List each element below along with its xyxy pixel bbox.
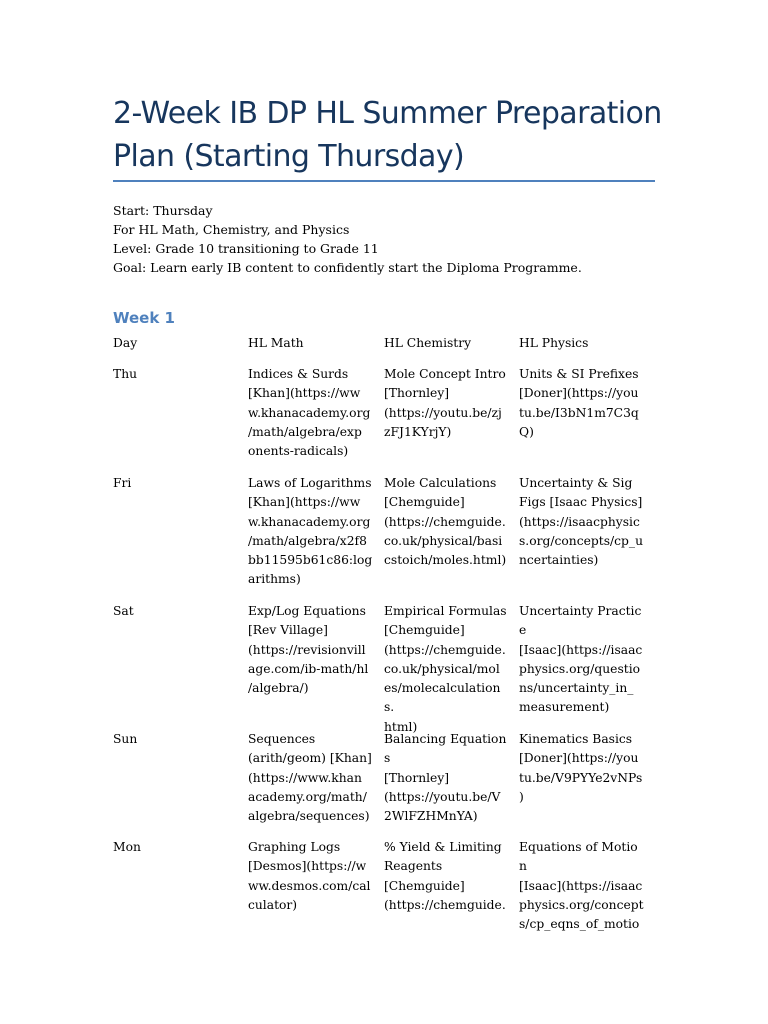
cell-line: [Isaac](https://isaac xyxy=(519,878,643,893)
cell-line: Laws of Logarithms xyxy=(248,476,372,490)
cell-line: Figs [Isaac Physics] xyxy=(519,495,643,510)
cell-line: ncertainties) xyxy=(519,553,599,568)
math-cell xyxy=(248,730,374,826)
cell-line: es/molecalculations. xyxy=(384,681,501,715)
cell-line: Q) xyxy=(519,424,534,439)
goal-line: Goal: Learn early IB content to confidently start the Diploma Programme. xyxy=(113,260,582,275)
cell-line: s/cp_eqns_of_motio xyxy=(519,917,640,932)
cell-line: [Chemguide] xyxy=(384,623,465,638)
cell-line: Mole Calculations xyxy=(384,476,497,490)
cell-line: (https://chemguide. xyxy=(384,514,506,529)
cell-line: [Chemguide] xyxy=(384,878,465,893)
cell-line: Sequences xyxy=(248,732,316,746)
cell-line: Equations of Motion xyxy=(519,840,638,874)
cell-line: [Isaac](https://isaac xyxy=(519,642,643,657)
physics-cell xyxy=(519,365,645,442)
cell-line: (https://www.khan xyxy=(248,770,362,785)
column-header: HL Physics xyxy=(519,336,589,350)
day-cell: Fri xyxy=(113,476,132,490)
day-cell: Sun xyxy=(113,732,138,746)
math-cell xyxy=(248,474,374,590)
cell-line: co.uk/physical/basi xyxy=(384,533,503,548)
cell-line: (https://youtu.be/V xyxy=(384,789,501,804)
cell-line: w.khanacademy.org xyxy=(248,514,371,529)
cell-line: [Khan](https://ww xyxy=(248,495,361,510)
cell-line: algebra/sequences) xyxy=(248,809,370,824)
cell-line: Units & SI Prefixes xyxy=(519,367,639,381)
cell-line: culator) xyxy=(248,897,298,912)
column-header: HL Chemistry xyxy=(384,336,472,350)
cell-line: [Thornley] xyxy=(384,386,450,401)
cell-line: Mole Concept Intro xyxy=(384,367,506,381)
cell-line: [Desmos](https://w xyxy=(248,859,367,874)
cell-line: (https://youtu.be/zj xyxy=(384,405,502,420)
cell-line: tu.be/V9PYYe2vNPs xyxy=(519,770,643,785)
cell-line: w.khanacademy.org xyxy=(248,405,371,420)
cell-line: Indices & Surds xyxy=(248,367,349,381)
document-title xyxy=(113,92,673,178)
chemistry-cell xyxy=(384,602,510,737)
math-cell xyxy=(248,602,374,698)
cell-line: Uncertainty Practice xyxy=(519,604,642,638)
cell-line: [Khan](https://ww xyxy=(248,386,361,401)
cell-line: 2WlFZHMnYA) xyxy=(384,809,478,824)
cell-line: bb11595b61c86:log xyxy=(248,553,373,568)
cell-line: [Chemguide] xyxy=(384,495,465,510)
column-header: Day xyxy=(113,336,138,350)
physics-cell xyxy=(519,838,645,934)
cell-line: html) xyxy=(384,719,418,734)
cell-line: tu.be/I3bN1m7C3q xyxy=(519,405,639,420)
chemistry-cell xyxy=(384,365,510,442)
cell-line: zFJ1KYrjY) xyxy=(384,424,452,439)
cell-line: age.com/ib-math/hl xyxy=(248,661,369,676)
chemistry-cell xyxy=(384,730,510,826)
cell-line: [Doner](https://you xyxy=(519,386,639,401)
subjects-line: For HL Math, Chemistry, and Physics xyxy=(113,222,350,237)
cell-line: /math/algebra/exp xyxy=(248,424,362,439)
day-cell: Sat xyxy=(113,604,134,618)
cell-line: [Rev Village] xyxy=(248,623,328,638)
cell-line: [Thornley] xyxy=(384,770,450,785)
math-cell xyxy=(248,365,374,461)
cell-line: (https://revisionvill xyxy=(248,642,366,657)
title-underline xyxy=(113,180,655,182)
cell-line: Balancing Equations xyxy=(384,732,507,766)
cell-line: (https://chemguide. xyxy=(384,642,506,657)
title-line-1: 2-Week IB DP HL Summer Preparation xyxy=(113,96,662,131)
start-line: Start: Thursday xyxy=(113,203,213,218)
cell-line: co.uk/physical/mol xyxy=(384,661,500,676)
day-cell: Thu xyxy=(113,367,138,381)
cell-line: /algebra/) xyxy=(248,681,309,696)
cell-line: ww.desmos.com/cal xyxy=(248,878,371,893)
cell-line: Uncertainty & Sig xyxy=(519,476,633,490)
physics-cell xyxy=(519,730,645,807)
cell-line: Empirical Formulas xyxy=(384,604,507,618)
cell-line: Reagents xyxy=(384,859,443,874)
cell-line: arithms) xyxy=(248,572,301,587)
math-cell xyxy=(248,838,374,915)
day-cell: Mon xyxy=(113,840,141,854)
chemistry-cell xyxy=(384,838,510,915)
week-1-heading: Week 1 xyxy=(113,309,175,327)
cell-line: academy.org/math/ xyxy=(248,789,367,804)
cell-line: onents-radicals) xyxy=(248,444,349,459)
physics-cell xyxy=(519,474,645,570)
cell-line: physics.org/concept xyxy=(519,897,644,912)
cell-line: ns/uncertainty_in_ xyxy=(519,681,634,696)
cell-line: Graphing Logs xyxy=(248,840,341,854)
cell-line: Exp/Log Equations xyxy=(248,604,366,618)
title-line-2: Plan (Starting Thursday) xyxy=(113,139,465,174)
cell-line: ) xyxy=(519,789,524,804)
cell-line: (https://isaacphysic xyxy=(519,514,640,529)
column-header: HL Math xyxy=(248,336,304,350)
cell-line: /math/algebra/x2f8 xyxy=(248,533,367,548)
level-line: Level: Grade 10 transitioning to Grade 11 xyxy=(113,241,379,256)
plan-info xyxy=(113,201,693,277)
cell-line: s.org/concepts/cp_u xyxy=(519,533,643,548)
cell-line: cstoich/moles.html) xyxy=(384,553,507,568)
cell-line: % Yield & Limiting xyxy=(384,840,502,854)
cell-line: [Doner](https://you xyxy=(519,751,639,766)
cell-line: measurement) xyxy=(519,700,610,715)
cell-line: (arith/geom) [Khan] xyxy=(248,751,372,766)
cell-line: (https://chemguide. xyxy=(384,897,506,912)
physics-cell xyxy=(519,602,645,718)
cell-line: physics.org/questio xyxy=(519,661,641,676)
cell-line: Kinematics Basics xyxy=(519,732,633,746)
chemistry-cell xyxy=(384,474,510,570)
